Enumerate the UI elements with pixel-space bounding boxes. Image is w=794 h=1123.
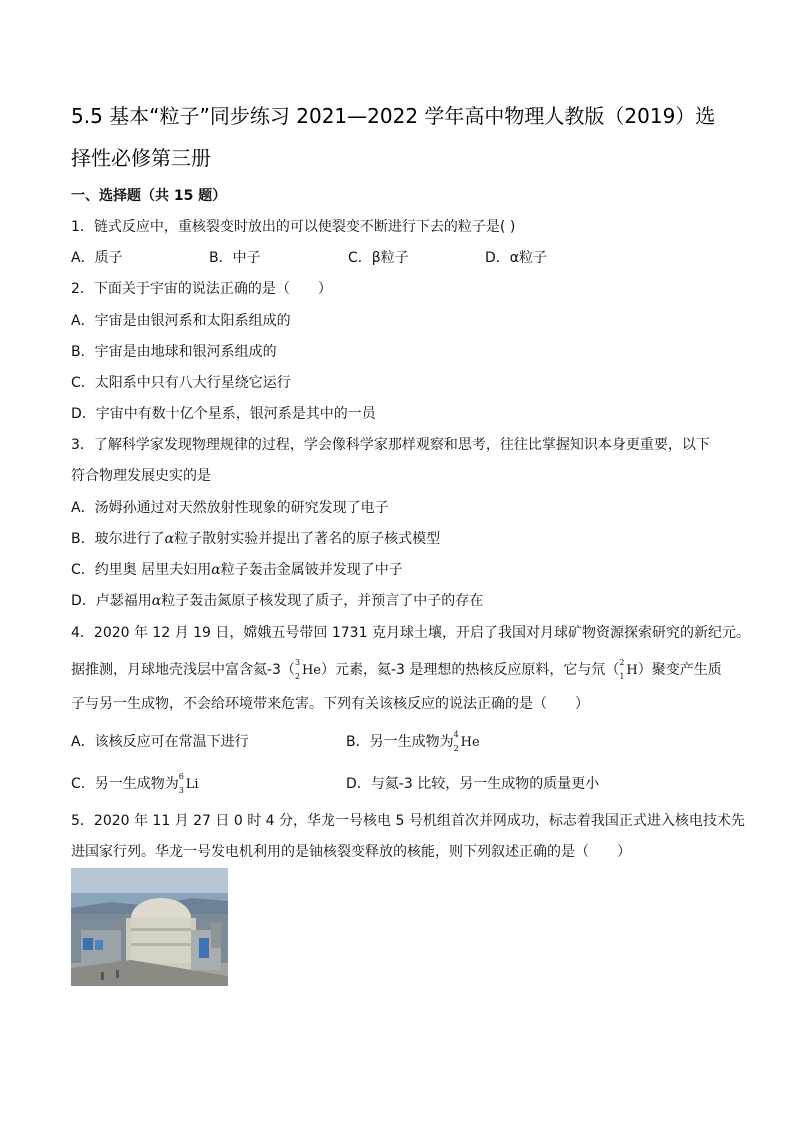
question-5-stem-line2: 进国家行列。华龙一号发电机利用的是铀核裂变释放的核能，则下列叙述正确的是（ ） — [71, 844, 631, 860]
question-2-option-c: C．太阳系中只有八大行星绕它运行 — [71, 375, 291, 391]
question-3-stem-line2: 符合物理发展史实的是 — [71, 468, 211, 484]
question-5-stem-line1: 5．2020 年 11 月 27 日 0 时 4 分，华龙一号核电 5 号机组首次并网成功，标志着我国正式进入核电技术先 — [71, 813, 745, 829]
helium-4-nuclide: 4 2 He — [453, 730, 480, 753]
document-title-line1: 5.5 基本“粒子”同步练习 2021—2022 学年高中物理人教版（2019）选 — [71, 104, 716, 128]
helium-3-nuclide: 3 2 He — [294, 658, 321, 681]
question-2-option-b: B．宇宙是由地球和银河系组成的 — [71, 344, 277, 360]
alpha-symbol: α — [164, 531, 175, 547]
question-3-stem-line1: 3．了解科学家发现物理规律的过程，学会像科学家那样观察和思考，往往比掌握知识本身更重要，以下 — [71, 437, 710, 453]
question-1-stem: 1．链式反应中，重核裂变时放出的可以使裂变不断进行下去的粒子是( ) — [71, 219, 516, 235]
question-3-option-b: B．玻尔进行了α粒子散射实验并提出了著名的原子核式模型 — [71, 531, 441, 547]
question-2-stem: 2．下面关于宇宙的说法正确的是（ ） — [71, 281, 332, 297]
alpha-symbol: α — [211, 562, 221, 578]
lithium-6-nuclide: 6 3 Li — [178, 772, 199, 795]
question-3-option-d: D．卢瑟福用α粒子轰击氮原子核发现了质子，并预言了中子的存在 — [71, 593, 484, 609]
deuterium-nuclide: 2 1 H — [619, 658, 638, 681]
power-plant-illustration — [71, 868, 228, 986]
question-4-stem-line1: 4．2020 年 12 月 19 日，嫦娥五号带回 1731 克月球土壤，开启了我国对月球矿物资源探索研究的新纪元。 — [71, 625, 750, 641]
alpha-symbol: α — [151, 593, 162, 609]
question-3-option-a: A．汤姆孙通过对天然放射性现象的研究发现了电子 — [71, 500, 389, 516]
question-3-option-c: C．约里奥 居里夫妇用α粒子轰击金属铍并发现了中子 — [71, 562, 403, 578]
section-heading: 一、选择题（共 15 题） — [71, 188, 227, 204]
question-4-option-a: A．该核反应可在常温下进行 — [71, 734, 249, 750]
document-title-line2: 择性必修第三册 — [71, 146, 211, 170]
question-1-option-c: C．β粒子 — [348, 250, 409, 266]
question-2-option-d: D．宇宙中有数十亿个星系，银河系是其中的一员 — [71, 406, 376, 422]
question-4-stem-line2: 据推测，月球地壳浅层中富含氦-3（ 3 2 He）元素，氦-3 是理想的热核反应原料，它与氘（ 2 1 H）聚变产生质 — [71, 658, 722, 681]
question-1-option-b: B．中子 — [209, 250, 261, 266]
question-1-option-d: D．α粒子 — [485, 250, 548, 266]
question-4-option-b: B．另一生成物为 4 2 He — [346, 730, 480, 753]
question-4-option-d: D．与氦-3 比较，另一生成物的质量更小 — [346, 776, 600, 792]
nuclear-power-plant-photo — [71, 868, 228, 986]
question-4-option-c: C．另一生成物为 6 3 Li — [71, 772, 199, 795]
question-4-stem-line3: 子与另一生成物，不会给环境带来危害。下列有关该核反应的说法正确的是（ ） — [71, 696, 589, 712]
question-2-option-a: A．宇宙是由银河系和太阳系组成的 — [71, 313, 291, 329]
question-1-option-a: A．质子 — [71, 250, 123, 266]
